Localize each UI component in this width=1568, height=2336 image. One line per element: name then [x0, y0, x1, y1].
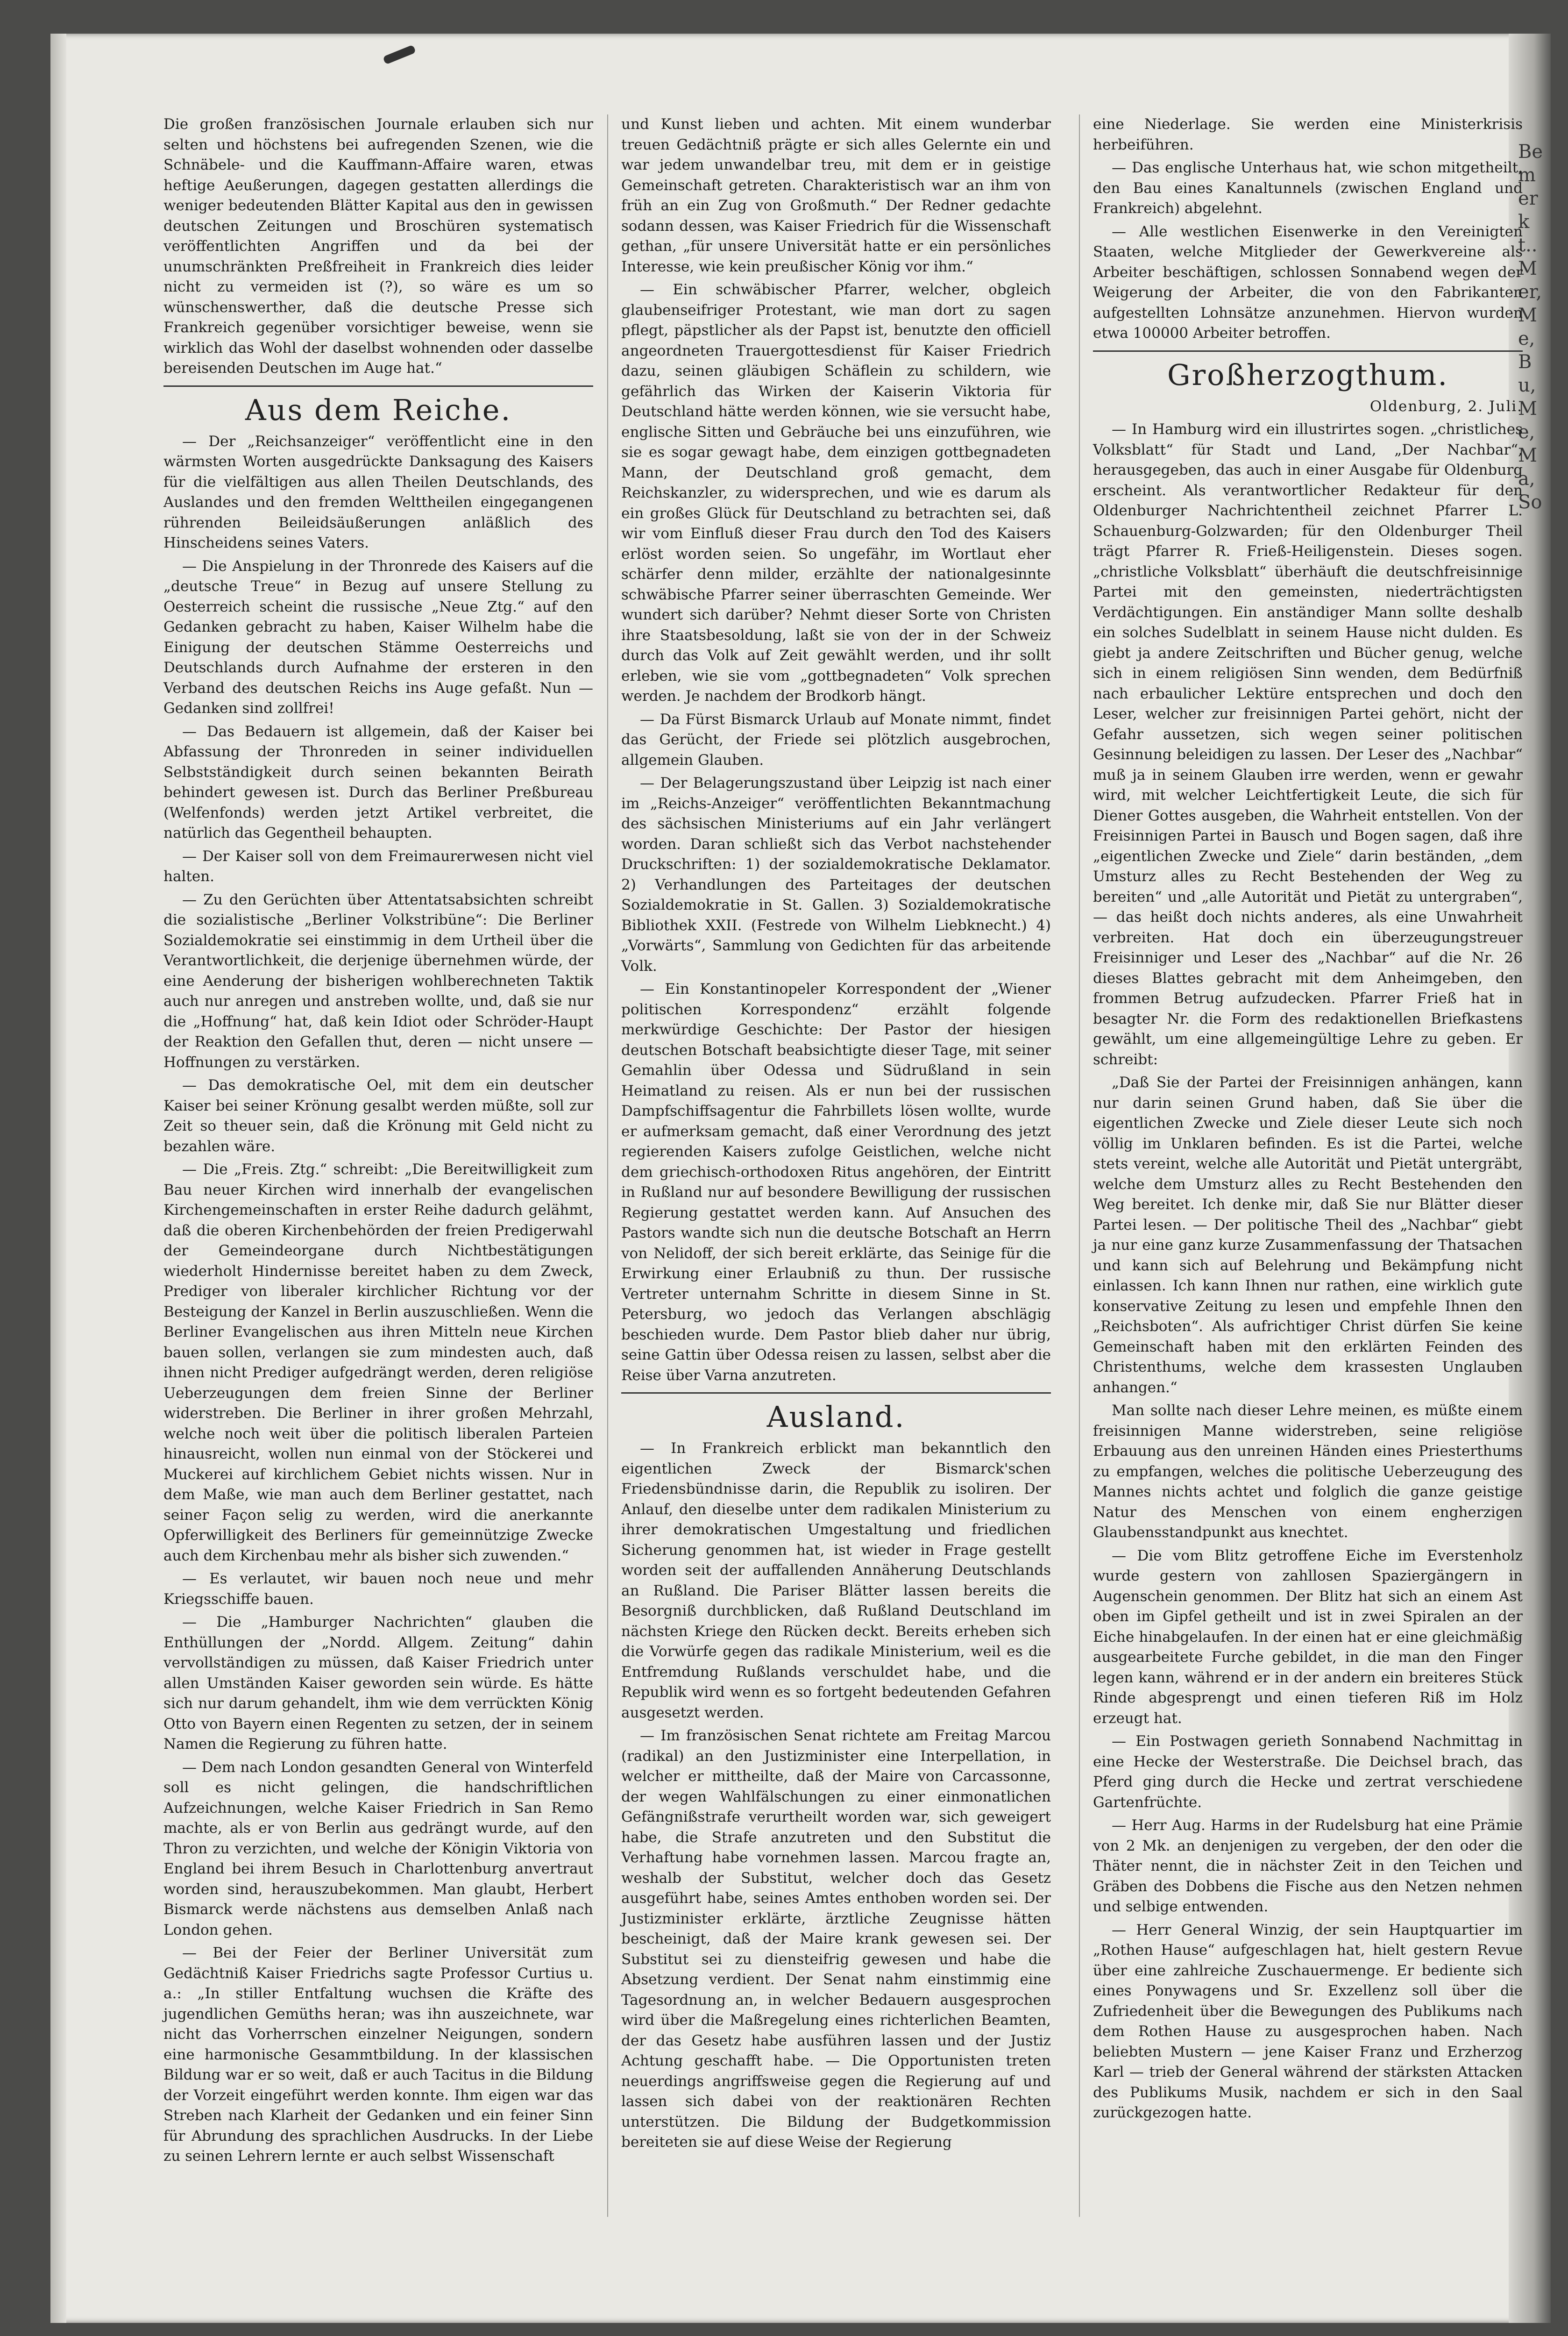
article-paragraph: — Der Kaiser soll von dem Freimaurerwesen nicht viel halten. [163, 848, 593, 885]
article-paragraph: — Im französischen Senat richtete am Freitag Marcou (radikal) an den Justizminister eine Interpellation, in welcher er mittheilte, daß der Maire von Carcassonne, der wegen Wahlfälschungen zu einer einmonatlichen Gefängnißstrafe verurtheilt worden war, sich geweigert habe, die Strafe anzutreten und den Substitut die Verhaftung habe vornehmen lassen. Marcou fragte an, weshalb der Substitut, welcher doch das Gesetz ausgeführt habe, seines Amtes enthoben worden sei. Der Justizminister erklärte, ärztliche Zeugnisse hätten bescheinigt, daß der Maire krank gewesen sei. Der Substitut sei zu diensteifrig gewesen und habe die Absetzung verdient. Der Senat nahm einstimmig eine Tagesordnung an, in welcher Bedauern ausgesprochen wird über die Maßregelung eines richterlichen Beamten, der das Gesetz habe ausführen lassen und der Justiz Achtung geschafft habe. — Die Opportunisten treten neuerdings angriffsweise gegen die Regierung auf und lassen sich dabei von der reaktionären Rechten unterstützen. Die Bildung der Budgetkommission bereiteten sie auf diese Weise der Regierung [621, 1727, 1051, 2151]
article-paragraph: — Ein Konstantinopeler Korrespondent der „Wiener politischen Korrespondenz“ erzählt folgende merkwürdige Geschichte: Der Pastor der hiesigen deutschen Botschaft beabsichtigte dieser Tage, mit seiner Gemahlin über Odessa und Südrußland in sein Heimatland zu reisen. Als er nun bei der russischen Dampfschiffsagentur die Fahrbillets lösen wollte, wurde er aufmerksam gemacht, daß einer Verordnung des jetzt regierenden Kaisers zufolge Geistlichen, welche nicht dem griechisch-orthodoxen Ritus angehören, der Eintritt in Rußland nur auf besondere Bewilligung der russischen Regierung gestattet werden kann. Auf Ansuchen des Pastors wandte sich nun die deutsche Botschaft an Herrn von Nelidoff, der sich bereit erklärte, das Seinige für die Erwirkung einer Erlaubniß zu thun. Der russische Vertreter unternahm Schritte in diesem Sinne in St. Petersburg, wo jedoch das Verlangen abschlägig beschieden wurde. Dem Pastor blieb daher nur übrig, seine Gattin über Odessa reisen zu lassen, selbst aber die Reise über Varna anzutreten. [621, 981, 1051, 1384]
column-1 [163, 114, 593, 2170]
article-paragraph: — Das englische Unterhaus hat, wie schon mitgetheilt, den Bau eines Kanaltunnels (zwischen England und Frankreich) abgelehnt. [1093, 159, 1523, 217]
dateline: Oldenburg, 2. Juli. [1369, 398, 1523, 415]
article-paragraph: — Die „Freis. Ztg.“ schreibt: „Die Bereitwilligkeit zum Bau neuer Kirchen wird innerhalb der evangelischen Kirchengemeinschaften in erster Reihe dadurch gelähmt, daß die oberen Kirchenbehörden der freien Predigerwahl der Gemeindeorgane durch Nichtbestätigungen wiederholt Hindernisse bereitet haben zu dem Zweck, Prediger von liberaler kirchlicher Richtung vor der Besteigung der Kanzel in Berlin auszuschließen. Wenn die Berliner Evangelischen aus ihren Mitteln neue Kirchen bauen sollen, verlangen sie zum mindesten auch, daß ihnen nicht Prediger aufgedrängt werden, deren religiöse Ueberzeugungen dem freien Sinne der Berliner widerstreben. Die Berliner in ihrer großen Mehrzahl, welche noch weit über die politisch liberalen Parteien hinausreicht, wollen nun einmal von der Stöckerei und Muckerei auf kirchlichem Gebiet nichts wissen. Nur in dem Maße, wie man auch dem Berliner gestattet, nach seiner Façon selig zu werden, wird die anerkannte Opferwilligkeit des Berliners für gemeinnützige Zwecke auch dem Kirchenbau mehr als bisher sich zuwenden.“ [163, 1161, 593, 1564]
adjacent-page-text: Bemerkt.. Mer, Me, Bu, Me, Ma, So [1518, 141, 1543, 513]
column-2 [621, 114, 1051, 2156]
column-divider [1079, 114, 1080, 2217]
article-paragraph: — Das Bedauern ist allgemein, daß der Kaiser bei Abfassung der Thronreden in seiner individuellen Selbstständigkeit durch seinen bekannten Beirath behindert gewesen ist. Durch das Berliner Preßbureau (Welfenfonds) werden jetzt Artikel verbreitet, die natürlich das Gegentheil behaupten. [163, 723, 593, 841]
article-paragraph: — Herr Aug. Harms in der Rudelsburg hat eine Prämie von 2 Mk. an denjenigen zu vergeben, der den oder die Thäter nennt, die in nächster Zeit in den Teichen und Gräben des Dobbens die Fische aus den Netzen nehmen und selbige entwenden. [1093, 1817, 1523, 1915]
article-paragraph: — Dem nach London gesandten General von Winterfeld soll es nicht gelingen, die handschriftlichen Aufzeichnungen, welche Kaiser Friedrich in San Remo machte, als er von Berlin aus gedrängt wurde, auf den Thron zu verzichten, und welche der Königin Viktoria von England bei ihrem Besuch in Charlottenburg anvertraut worden sind, herauszubekommen. Man glaubt, Herbert Bismarck werde nächstens aus demselben Anlaß nach London gehen. [163, 1759, 593, 1938]
quoted-paragraph: „Daß Sie der Partei der Freisinnigen anhängen, kann nur darin seinen Grund haben, daß Sie über die eigentlichen Zwecke und Ziele dieser Leute sich noch völlig im Unklaren befinden. Es ist die Partei, welche stets vereint, welche alle Autorität und Pietät untergräbt, welche dem Umsturz alles zu Recht Bestehenden den Weg bereitet. Ich denke mir, daß Sie nur Blätter dieser Partei lesen. — Der politische Theil des „Nachbar“ giebt ja nur eine ganz kurze Zusammenfassung der Thatsachen und kann sich auf Belehrung und Bekämpfung nicht einlassen. Ich kann Ihnen nur rathen, eine wirklich gute konservative Zeitung zu lesen und empfehle Ihnen den „Reichsboten“. Als aufrichtiger Christ dürfen Sie keine Gemeinschaft haben mit den erklärten Feinden des Christenthums, welche dem krassesten Unglauben anhangen.“ [1093, 1074, 1523, 1396]
article-paragraph: Man sollte nach dieser Lehre meinen, es müßte einem freisinnigen Manne widerstreben, seine religiöse Erbauung aus den unreinen Händen eines Priesterthums zu empfangen, welches die politische Ueberzeugung des Mannes nichts achtet und folglich die ganze geistige Natur des Menschen von einem engherzigen Glaubensstandpunkt aus knechtet. [1093, 1402, 1523, 1541]
article-paragraph: — Zu den Gerüchten über Attentatsabsichten schreibt die sozialistische „Berliner Volkstribüne“: Die Berliner Sozialdemokratie sei einstimmig in dem Urtheil über die Verantwortlichkeit, die derjenige übernehmen würde, der eine Aenderung der bisherigen wohlberechneten Taktik auch nur anregen und anstreben wollte, und, daß sie nur die „Hoffnung“ hat, daß kein Idiot oder Schröder-Haupt der Reaktion den Gefallen thut, deren — nicht unsere — Hoffnungen zu verstärken. [163, 891, 593, 1071]
article-paragraph: — In Hamburg wird ein illustrirtes sogen. „christliches Volksblatt“ für Stadt und Land, „Der Nachbar“, herausgegeben, das auch in einer Ausgabe für Oldenburg erscheint. Als verantwortlicher Redakteur für den Oldenburger Nachrichtentheil zeichnet Pfarrer L. Schauenburg-Golzwarden; für den Oldenburger Theil trägt Pfarrer R. Frieß-Heiligenstein. Dieses sogen. „christliche Volksblatt“ überhäuft die deutschfreisinnige Partei mit den gemeinsten, niederträchtigsten Verdächtigungen. Ein anständiger Mann sollte deshalb ein solches Sudelblatt in seinem Hause nicht dulden. Es giebt ja andere Zeitschriften und Bücher genug, welche sich in einem religiösen Sinn wenden, dem Bedürfniß nach erbaulicher Lektüre entsprechen und doch den Leser, welcher zur freisinnigen Partei gehört, nicht der Gefahr aussetzen, sich wegen seiner politischen Gesinnung beleidigen zu lassen. Der Leser des „Nachbar“ muß ja in seinem Glauben irre werden, wenn er gewahr wird, mit welcher Leichtfertigkeit Leute, die sich für Diener Gottes ausgeben, die Wahrheit entstellen. Von der Freisinnigen Partei in Bausch und Bogen sagen, daß ihre „eigentlichen Zwecke und Ziele“ darin beständen, „dem Umsturz alles zu Recht Bestehenden der Weg zu bereiten“ und „alle Autorität und Pietät zu untergraben“, — das heißt doch nichts anderes, als eine Unwahrheit verbreiten. Hat doch ein überzeugungstreuer Freisinniger und Leser des „Nachbar“ auf die Nr. 26 dieses Blattes gebracht mit dem Anheimgeben, den frommen Betrug aufzudecken. Pfarrer Frieß hat in besagter Nr. die Form des redaktionellen Briefkastens gewählt, um eine allgemeingültige Lehre zu geben. Er schreibt: [1093, 421, 1523, 1068]
article-paragraph: — Ein schwäbischer Pfarrer, welcher, obgleich glaubenseifriger Protestant, wie man dort zu sagen pflegt, päpstlicher als der Papst ist, benutzte den officiell angeordneten Trauergottesdienst für Kaiser Friedrich dazu, seinen gläubigen Schäflein zu schildern, wie gefährlich das Wirken der Kaiserin Viktoria für Deutschland hätte werden können, wie sie versucht habe, englische Sitten und Gebräuche bei uns einzuführen, wie sie es sogar gewagt habe, dem einzigen gottbegnadeten Mann, der Deutschland groß gemacht, dem Reichskanzler, zu widersprechen, und wie es darum als ein großes Glück für Deutschland zu betrachten sei, daß wir vom Einfluß dieser Frau durch den Tod des Kaisers erlöst worden seien. So ungefähr, im Wortlaut eher schärfer denn milder, erzählte der nationalgesinnte schwäbische Pfarrer seiner überraschten Gemeinde. Wer wundert sich darüber? Nehmt dieser Sorte von Christen ihre Staatsbesoldung, laßt sie von der in der Schweiz durch das Volk auf Zeit gewählt werden, und ihr sollt erleben, wie sie vom „gottbegnadeten“ Volk sprechen werden. Je nachdem der Brodkorb hängt. [621, 281, 1051, 705]
article-paragraph: — Da Fürst Bismarck Urlaub auf Monate nimmt, findet das Gerücht, der Friede sei plötzlich ausgebrochen, allgemein Glauben. [621, 711, 1051, 769]
section-heading-reich: Aus dem Reiche. [245, 392, 512, 427]
column-3 [1093, 114, 1523, 2126]
section-heading-grossherzogthum: Großherzogthum. [1167, 357, 1449, 392]
article-paragraph: — Herr General Winzig, der sein Hauptquartier im „Rothen Hause“ aufgeschlagen hat, hielt gestern Revue über eine zahlreiche Zuschauermenge. Er bediente sich eines Ponywagens und Sr. Exzellenz soll über die Zufriedenheit über die Bewegungen des Publikums nach dem Rothen Hause zu ausgesprochen haben. Nach beliebten Mustern — jene Kaiser Franz und Erzherzog Karl — trieb der General während der stärksten Attacken des Publikums Musik, nachdem er sich in den Saal zurückgezogen hatte. [1093, 1921, 1523, 2121]
article-paragraph: — Die „Hamburger Nachrichten“ glauben die Enthüllungen der „Nordd. Allgem. Zeitung“ dahin vervollständigen zu müssen, daß Kaiser Friedrich unter allen Umständen Kaiser geworden sein würde. Es hätte sich nur darum gehandelt, ihm wie dem verrückten König Otto von Bayern einen Regenten zu setzen, der in seinem Namen die Regierung zu führen hatte. [163, 1614, 593, 1752]
article-paragraph: Die großen französischen Journale erlauben sich nur selten und höchstens bei aufregenden Szenen, wie die Schnäbele- und die Kauffmann-Affaire waren, etwas heftige Aeußerungen, dagegen gestatten allerdings die weniger bedeutenden Blätter Kapital aus den in gewissen deutschen Zeitungen und Broschüren systematisch veröffentlichten Angriffen und da bei der unumschränkten Preßfreiheit in Frankreich dies leider nicht zu vermeiden ist (?), so wäre es um so wünschenswerther, daß die deutsche Presse sich Frankreich gegenüber vorsichtiger beweise, wenn sie wirklich das Wohl der daselbst wohnenden oder dasselbe bereisenden Deutschen im Auge hat.“ [163, 116, 593, 377]
article-paragraph: eine Niederlage. Sie werden eine Ministerkrisis herbeiführen. [1093, 116, 1523, 153]
article-paragraph: — Ein Postwagen gerieth Sonnabend Nachmittag in eine Hecke der Westerstraße. Die Deichsel brach, das Pferd ging durch die Hecke und zertrat verschiedene Gartenfrüchte. [1093, 1733, 1523, 1811]
article-paragraph: — Alle westlichen Eisenwerke in den Vereinigten Staaten, welche Mitglieder der Gewerkvereine als Arbeiter beschäftigen, schlossen Sonnabend wegen der Weigerung der Arbeiter, die von den Fabrikanten aufgestellten Lohnsätze anzunehmen. Hiervon wurden etwa 100000 Arbeiter betroffen. [1093, 223, 1523, 342]
section-rule [163, 385, 593, 387]
article-paragraph: — Bei der Feier der Berliner Universität zum Gedächtniß Kaiser Friedrichs sagte Professor Curtius u. a.: „In stiller Entfaltung wuchsen die Kräfte des jugendlichen Gemüths heran; was ihn auszeichnete, war nicht das Vorherrschen einzelner Neigungen, sondern eine harmonische Gesammtbildung. In der klassischen Bildung war er so weit, daß er auch Tacitus in die Bildung der Vorzeit eingeführt werden konnte. Ihm eigen war das Streben nach Klarheit der Gedanken und ein feiner Sinn für Abrundung des sprachlichen Ausdrucks. In der Liebe zu seinen Lehrern lernte er auch selbst Wissenschaft [163, 1944, 593, 2165]
article-paragraph: — Der „Reichsanzeiger“ veröffentlicht eine in den wärmsten Worten ausgedrückte Danksagung des Kaisers für die vielfältigen aus allen Theilen Deutschlands, des Auslandes und den fremden Welttheilen eingegangenen rührenden Beileidsäußerungen anläßlich des Hinscheidens seines Vaters. [163, 433, 593, 551]
article-paragraph: — Es verlautet, wir bauen noch neue und mehr Kriegsschiffe bauen. [163, 1570, 593, 1608]
article-paragraph: und Kunst lieben und achten. Mit einem wunderbar treuen Gedächtniß prägte er sich alles Gelernte ein und war jedem unwandelbar treu, mit dem er in geistige Gemeinschaft getreten. Charakteristisch war an ihm von früh an ein Zug von Großmuth.“ Der Redner gedachte sodann dessen, was Kaiser Friedrich für die Wissenschaft gethan, „für unsere Universität hatte er ein persönliches Interesse, wie kein preußischer König vor ihm.“ [621, 116, 1051, 275]
column-divider [607, 114, 608, 2217]
article-paragraph: — Das demokratische Oel, mit dem ein deutscher Kaiser bei seiner Krönung gesalbt werden müßte, soll zur Zeit so theuer sein, daß die Krönung mit Geld nicht zu bezahlen wäre. [163, 1077, 593, 1155]
section-rule [621, 1392, 1051, 1394]
article-paragraph: — In Frankreich erblickt man bekanntlich den eigentlichen Zweck der Bismarck'schen Friedensbündnisse darin, die Republik zu isoliren. Der Anlauf, den dieselbe unter dem radikalen Ministerium zu ihrer demokratischen Umgestaltung und friedlichen Sicherung genommen hat, ist wieder in Frage gestellt worden seit der auffallenden Annäherung Deutschlands an Rußland. Die Pariser Blätter lassen bereits die Besorgniß durchblicken, daß Rußland Deutschland im nächsten Kriege den Rücken deckt. Bereits erheben sich die Vorwürfe gegen das radikale Ministerium, weil es die Entfremdung Rußlands verschuldet habe, und die Republik wird wenn es so fortgeht bedeutenden Gefahren ausgesetzt werden. [621, 1440, 1051, 1721]
article-paragraph: — Die Anspielung in der Thronrede des Kaisers auf die „deutsche Treue“ in Bezug auf unsere Stellung zu Oesterreich scheint die russische „Neue Ztg.“ auf den Gedanken gebracht zu haben, Kaiser Wilhelm habe die Einigung der deutschen Stämme Oesterreichs und Deutschlands durch Aufnahme der ersteren in den Verband des deutschen Reichs ins Auge gefaßt. Nun — Gedanken sind zollfrei! [163, 557, 593, 717]
section-heading-ausland: Ausland. [766, 1400, 906, 1434]
article-paragraph: — Der Belagerungszustand über Leipzig ist nach einer im „Reichs-Anzeiger“ veröffentlichten Bekanntmachung des sächsischen Ministeriums auf ein Jahr verlängert worden. Daran schließt sich das Verbot nachstehender Druckschriften: 1) der sozialdemokratische Deklamator. 2) Verhandlungen des Parteitages der deutschen Sozialdemokratie in St. Gallen. 3) Sozialdemokratische Bibliothek XXII. (Festrede von Wilhelm Liebknecht.) 4) „Vorwärts“, Sammlung von Gedichten für das arbeitende Volk. [621, 775, 1051, 975]
article-paragraph: — Die vom Blitz getroffene Eiche im Everstenholz wurde gestern von zahllosen Spaziergängern in Augenschein genommen. Der Blitz hat sich an einem Ast oben im Gipfel getheilt und ist in zwei Spiralen an der Eiche hinabgelaufen. In der einen hat er eine gleichmäßig ausgearbeitete Furche gebildet, in die man den Finger legen kann, während er in der andern ein breiteres Stück Rinde abgesprengt und einen tieferen Riß im Holz erzeugt hat. [1093, 1547, 1523, 1727]
page-gutter-shadow [50, 34, 66, 2323]
section-rule [1093, 350, 1523, 352]
